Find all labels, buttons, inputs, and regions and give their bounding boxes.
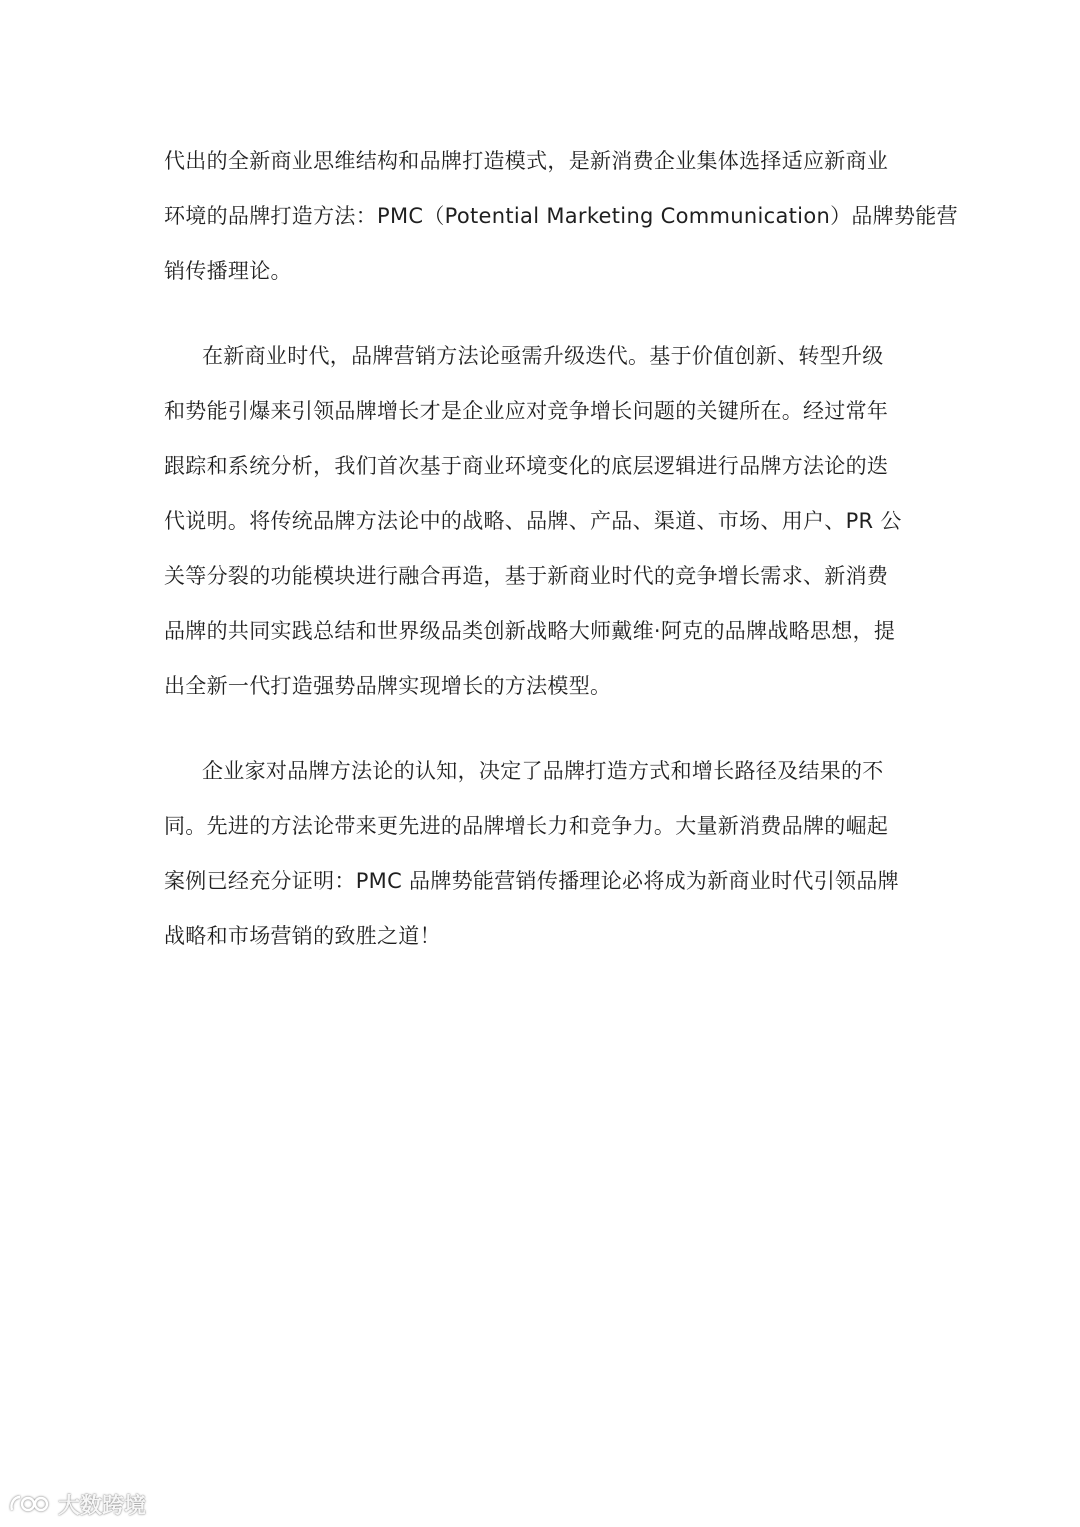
document-body: [164, 134, 958, 964]
paragraph-3: [164, 744, 916, 964]
text-line: 关等分裂的功能模块进行融合再造，基于新商业时代的竞争增长需求、新消费: [164, 564, 889, 588]
text-line: 同。先进的方法论带来更先进的品牌增长力和竞争力。大量新消费品牌的崛起: [164, 814, 889, 838]
watermark: [8, 1488, 146, 1520]
paragraph-1: [164, 134, 958, 299]
paragraph-2: [164, 329, 916, 714]
text-line: 代说明。将传统品牌方法论中的战略、品牌、产品、渠道、市场、用户、PR 公: [164, 509, 902, 533]
text-line: 跟踪和系统分析，我们首次基于商业环境变化的底层逻辑进行品牌方法论的迭: [164, 454, 889, 478]
text-line: 企业家对品牌方法论的认知，决定了品牌打造方式和增长路径及结果的不: [202, 759, 884, 783]
text-line: 战略和市场营销的致胜之道！: [164, 924, 441, 948]
text-line: 案例已经充分证明：PMC 品牌势能营销传播理论必将成为新商业时代引领品牌: [164, 869, 899, 893]
text-line: 在新商业时代，品牌营销方法论亟需升级迭代。基于价值创新、转型升级: [202, 344, 884, 368]
watermark-text: 大数跨境: [58, 1493, 147, 1519]
text-line: 环境的品牌打造方法：PMC（Potential Marketing Communication）品牌势能营: [164, 204, 958, 228]
text-line: 销传播理论。: [164, 259, 292, 283]
text-line: 和势能引爆来引领品牌增长才是企业应对竞争增长问题的关键所在。经过常年: [164, 399, 889, 423]
logo-icon: [8, 1492, 52, 1516]
text-line: 代出的全新商业思维结构和品牌打造模式，是新消费企业集体选择适应新商业: [164, 149, 889, 173]
text-line: 品牌的共同实践总结和世界级品类创新战略大师戴维·阿克的品牌战略思想，提: [164, 619, 896, 643]
text-line: 出全新一代打造强势品牌实现增长的方法模型。: [164, 674, 612, 698]
